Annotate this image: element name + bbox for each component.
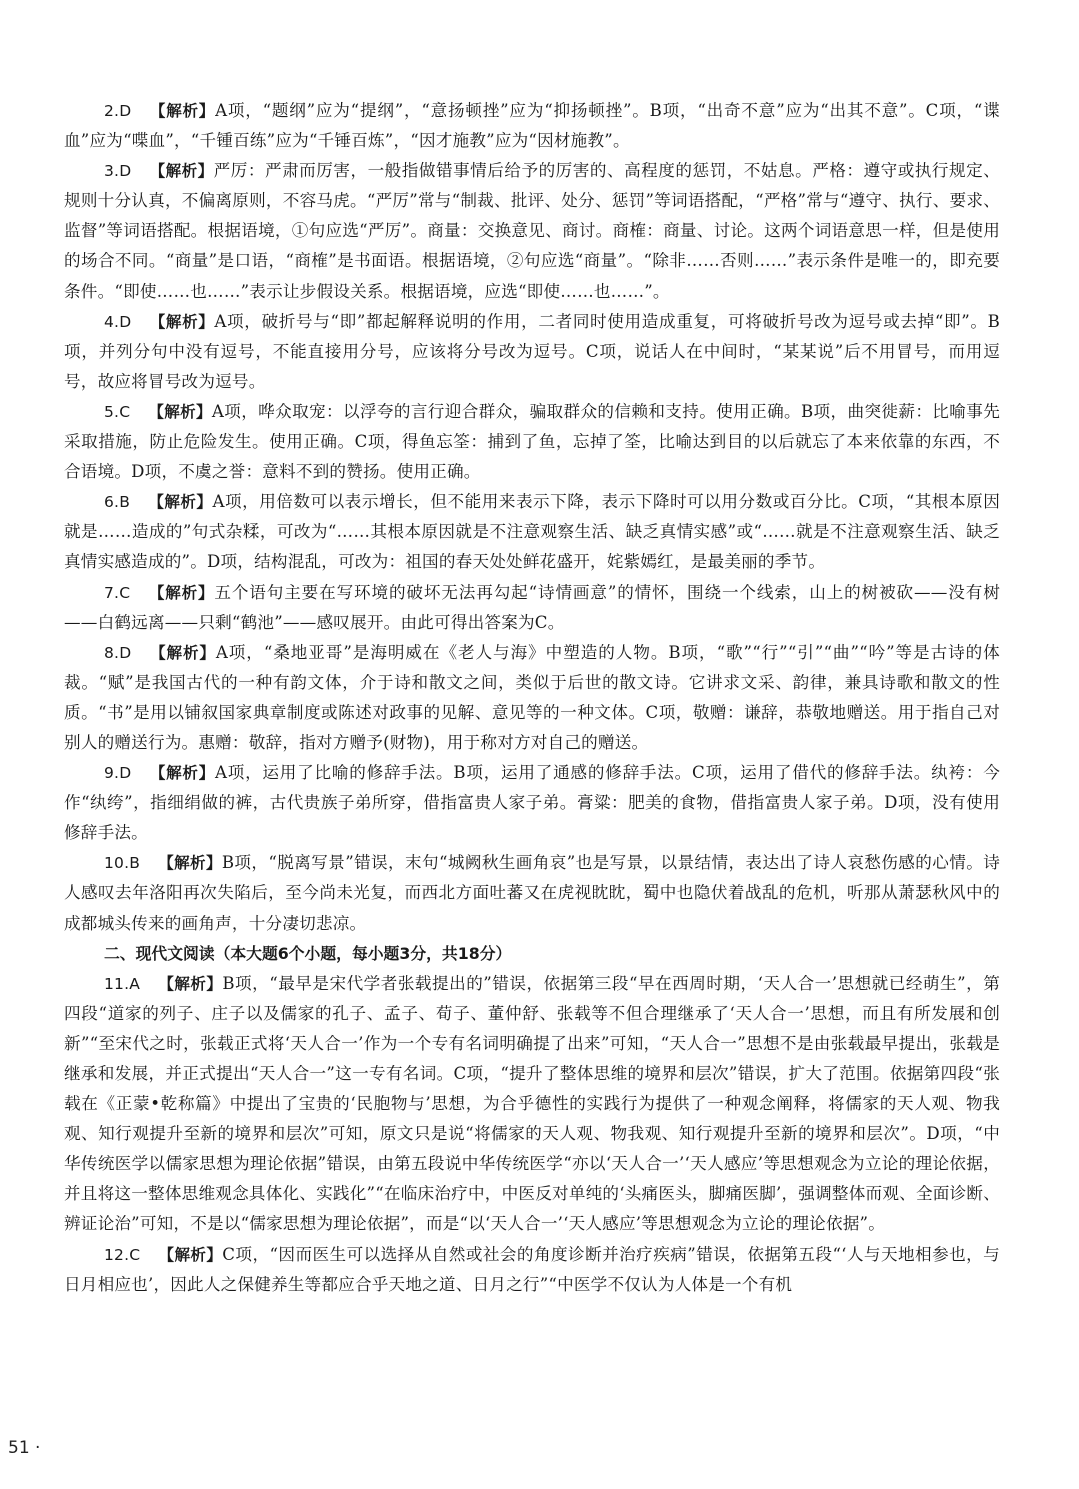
analysis-tag: 【解析】 [158,854,222,873]
answer-text: 严厉：严肃而厉害，一般指做错事情后给予的厉害的、高程度的惩罚，不姑息。严格：遵守或执行规定、规则十分认真，不偏离原则，不容马虎。“严厉”常与“制裁、批评、处分、惩罚”等词语搭配，“严格”常与“遵守、执行、要求、监督”等词语搭配。根据语境，①句应选“严厉”。商量：交换意见、商讨。商榷：商量、讨论。这两个词语意思一样，但是使用的场合不同。“商量”是口语，“商榷”是书面语。根据语境，②句应选“商量”。“除非……否则……”表示条件是唯一的，即充要条件。“即使……也……”表示让步假设关系。根据语境，应选“即使……也……”。 [64,161,1000,301]
answer-2 [64,96,1000,156]
answer-number: 10.B [104,854,141,873]
answer-11 [64,969,1000,1240]
page-footer [8,1438,40,1458]
analysis-tag: 【解析】 [149,764,215,783]
analysis-tag: 【解析】 [148,583,215,602]
answer-number: 8.D [104,643,132,662]
answer-number: 2.D [104,102,132,120]
answer-9 [64,758,1000,848]
answer-number: 4.D [104,312,132,331]
analysis-tag: 【解析】 [149,102,216,120]
answer-number: 5.C [104,402,131,421]
answer-number: 7.C [104,583,131,602]
page-content [64,96,1000,1300]
answer-text: A项，哗众取宠：以浮夸的言行迎合群众，骗取群众的信赖和支持。使用正确。B项，曲突徙薪：比喻事先采取措施，防止危险发生。使用正确。C项，得鱼忘筌：捕到了鱼，忘掉了筌，比喻达到目的以后就忘了本来依靠的东西，不合语境。D项，不虞之誉：意料不到的赞扬。使用正确。 [64,401,1000,482]
answer-3 [64,156,1000,306]
answer-5 [64,397,1000,487]
answer-text: B项，“脱离写景”错误，末句“城阙秋生画角哀”也是写景，以景结情，表达出了诗人哀愁伤感的心情。诗人感叹去年洛阳再次失陷后，至今尚未光复，而西北方面吐蕃又在虎视眈眈，蜀中也隐伏着战乱的危机，听那从萧瑟秋风中的成都城头传来的画角声，十分凄切悲凉。 [64,853,1000,933]
answer-text: A项，“题纲”应为“提纲”，“意扬顿挫”应为“抑扬顿挫”。B项，“出奇不意”应为“出其不意”。C项，“谍血”应为“喋血”，“千锺百练”应为“千锤百炼”，“因才施教”应为“因材施教”。 [64,101,1000,151]
answer-number: 9.D [104,764,132,783]
answer-text: A项，“桑地亚哥”是海明威在《老人与海》中塑造的人物。B项，“歌”“行”“引”“曲”“吟”等是古诗的体裁。“赋”是我国古代的一种有韵文体，介于诗和散文之间，类似于后世的散文诗。它讲求文采、韵律，兼具诗歌和散文的性质。“书”是用以铺叙国家典章制度或陈述对政事的见解、意见等的一种文体。C项，敬赠：谦辞，恭敬地赠送。用于指自己对别人的赠送行为。惠赠：敬辞，指对方赠予(财物)，用于称对方对自己的赠送。 [64,642,1000,752]
answer-text: C项，“因而医生可以选择从自然或社会的角度诊断并治疗疾病”错误，依据第五段“‘人与天地相参也，与日月相应也’，因此人之保健养生等都应合乎天地之道、日月之行”“中医学不仅认为人体是一个有机 [64,1244,1000,1294]
answer-text: A项，破折号与“即”都起解释说明的作用，二者同时使用造成重复，可将破折号改为逗号或去掉“即”。B项，并列分句中没有逗号，不能直接用分号，应该将分号改为逗号。C项，说话人在中间时，“某某说”后不用冒号，而用逗号，故应将冒号改为逗号。 [64,311,1000,391]
answer-7 [64,578,1000,638]
analysis-tag: 【解析】 [148,493,213,512]
answer-text: 五个语句主要在写环境的破坏无法再勾起“诗情画意”的情怀，围绕一个线索，山上的树被砍——没有树——白鹤远离——只剩“鹤池”——感叹展开。由此可得出答案为C。 [64,582,1000,632]
answer-text: A项，用倍数可以表示增长，但不能用来表示下降，表示下降时可以用分数或百分比。C项，“其根本原因就是……造成的”句式杂糅，可改为“……其根本原因就是不注意观察生活、缺乏真情实感”或“……就是不注意观察生活、缺乏真情实感造成的”。D项，结构混乱，可改为：祖国的春天处处鲜花盛开，姹紫嫣红，是最美丽的季节。 [64,492,1000,572]
answer-number: 12.C [104,1245,141,1264]
answer-number: 11.A [104,974,141,993]
analysis-tag: 【解析】 [149,643,216,662]
footer-dot: · [35,1438,41,1458]
section-heading: 二、现代文阅读（本大题6个小题，每小题3分，共18分） [104,943,512,963]
answer-10 [64,848,1000,938]
answer-4 [64,307,1000,397]
analysis-tag: 【解析】 [158,1245,223,1264]
answer-text: A项，运用了比喻的修辞手法。B项，运用了通感的修辞手法。C项，运用了借代的修辞手法。纨袴：今作“纨绔”，指细绢做的裤，古代贵族子弟所穿，借指富贵人家子弟。膏粱：肥美的食物，借指富贵人家子弟。D项，没有使用修辞手法。 [64,763,1000,843]
analysis-tag: 【解析】 [149,312,215,331]
analysis-tag: 【解析】 [149,162,214,181]
answer-8 [64,638,1000,758]
analysis-tag: 【解析】 [148,402,212,421]
answer-12 [64,1240,1000,1300]
answer-text: B项，“最早是宋代学者张载提出的”错误，依据第三段“早在西周时期，‘天人合一’思想就已经萌生”，第四段“道家的列子、庄子以及儒家的孔子、孟子、荀子、董仲舒、张载等不但合理继承了‘天人合一’思想，而且有所发展和创新”“至宋代之时，张载正式将‘天人合一’作为一个专有名词明确提了出来”可知，“天人合一”思想不是由张载最早提出，张载是继承和发展，并正式提出“天人合一”这一专有名词。C项，“提升了整体思维的境界和层次”错误，扩大了范围。依据第四段“张载在《正蒙•乾称篇》中提出了宝贵的‘民胞物与’思想，为合乎德性的实践行为提供了一种观念阐释，将儒家的天人观、物我观、知行观提升至新的境界和层次”可知，原文只是说“将儒家的天人观、物我观、知行观提升至新的境界和层次”。D项，“中华传统医学以儒家思想为理论依据”错误，由第五段说中华传统医学“亦以‘天人合一’‘天人感应’等思想观念为立论的理论依据，并且将这一整体思维观念具体化、实践化”“在临床治疗中，中医反对单纯的‘头痛医头，脚痛医脚’，强调整体而观、全面诊断、辨证论治”可知，不是以“儒家思想为理论依据”，而是“以‘天人合一’‘天人感应’等思想观念为立论的理论依据”。 [64,973,1000,1234]
answer-6 [64,487,1000,577]
analysis-tag: 【解析】 [158,974,223,993]
answer-number: 3.D [104,162,132,181]
answer-number: 6.B [104,493,131,512]
page-number: 51 [8,1438,30,1458]
